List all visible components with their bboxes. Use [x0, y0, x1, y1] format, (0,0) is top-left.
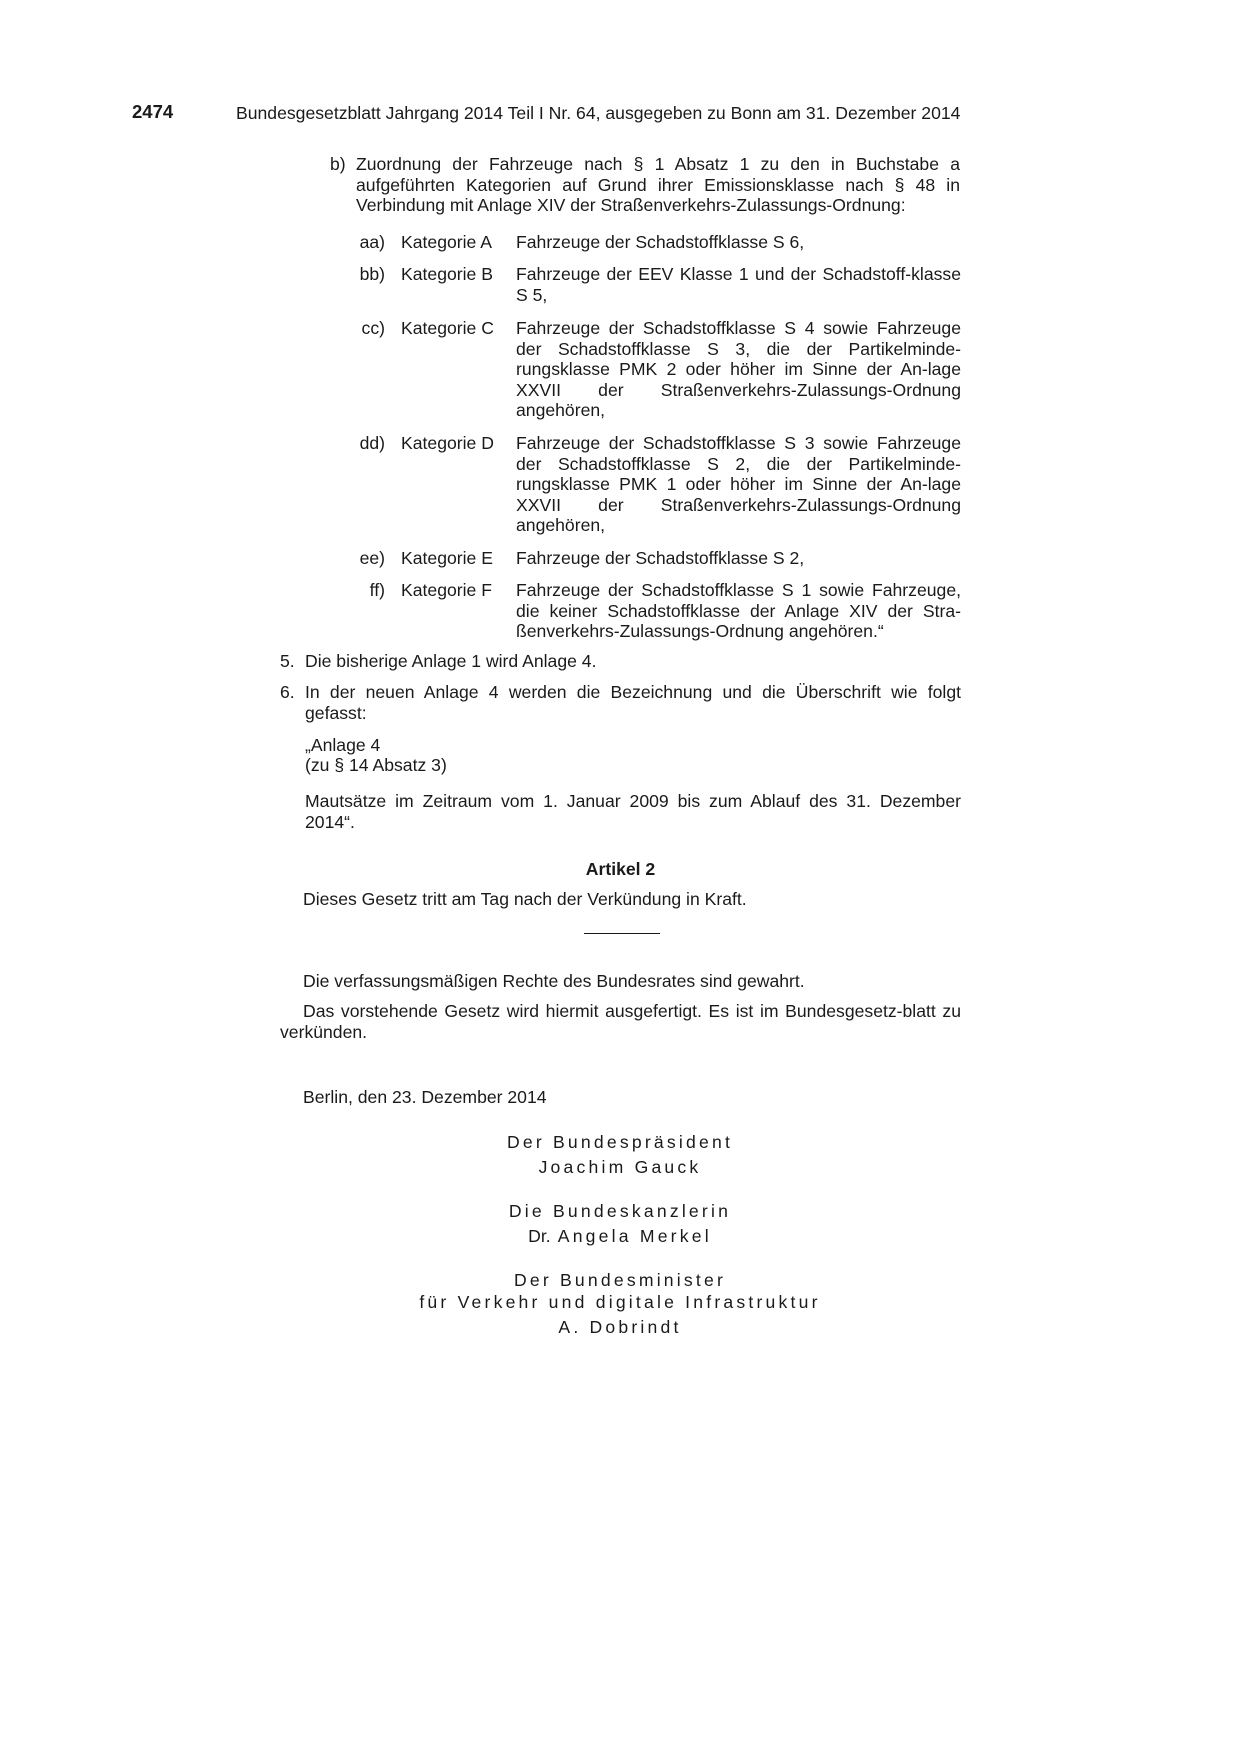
minister-portfolio: für Verkehr und digitale Infrastruktur [419, 1292, 821, 1312]
category-text: Fahrzeuge der Schadstoffklasse S 1 sowie Fahrzeuge, die keiner Schadstoffklasse der Anlage XIV der Stra-ßenverkehrs-Zulassungs-Ordnung angehören.“ [516, 580, 961, 641]
category-label: aa) [359, 232, 385, 252]
category-label: dd) [359, 433, 385, 453]
category-text: Fahrzeuge der Schadstoffklasse S 2, [516, 548, 805, 568]
item-6-label: 6. [280, 682, 295, 702]
category-label: cc) [361, 318, 385, 338]
chancellor-prefix: Dr. [528, 1226, 551, 1246]
item-5-label: 5. [280, 651, 295, 671]
quote-heading: Mautsätze im Zeitraum vom 1. Januar 2009 bis zum Ablauf des 31. Dezember 2014“. [305, 791, 961, 832]
page-number: 2474 [132, 101, 174, 122]
promulgation-statement: Das vorstehende Gesetz wird hiermit ausgefertigt. Es ist im Bundesgesetz-blatt zu verkünden. [280, 1001, 961, 1042]
place-date: Berlin, den 23. Dezember 2014 [303, 1087, 547, 1107]
president-title: Der Bundespräsident [506, 1132, 734, 1152]
category-label: bb) [359, 264, 385, 284]
category-label: ff) [369, 580, 385, 600]
category-name: Kategorie E [401, 548, 493, 568]
chancellor-title: Die Bundeskanzlerin [508, 1201, 732, 1221]
category-text: Fahrzeuge der Schadstoffklasse S 3 sowie Fahrzeuge der Schadstoffklasse S 2, die der Partikelminde-rungsklasse PMK 1 oder höher im Sinne der An-lage XXVII der Straßenverkehrs-Zulassungs-Ordnung angehören, [516, 433, 961, 535]
rights-statement: Die verfassungsmäßigen Rechte des Bundesrates sind gewahrt. [303, 971, 805, 991]
category-name: Kategorie D [401, 433, 494, 453]
category-name: Kategorie F [401, 580, 492, 600]
quote-anlage: „Anlage 4 [305, 735, 381, 755]
chancellor-name: Angela Merkel [557, 1226, 712, 1246]
quote-reference: (zu § 14 Absatz 3) [305, 755, 447, 775]
running-title: Bundesgesetzblatt Jahrgang 2014 Teil I Nr. 64, ausgegeben zu Bonn am 31. Dezember 2014 [236, 103, 961, 123]
separator-rule [584, 933, 660, 934]
minister-title: Der Bundesminister [513, 1270, 727, 1290]
article-text: Dieses Gesetz tritt am Tag nach der Verkündung in Kraft. [303, 889, 747, 909]
item-6-text: In der neuen Anlage 4 werden die Bezeichnung und die Überschrift wie folgt gefasst: [305, 682, 961, 723]
president-name: Joachim Gauck [538, 1157, 702, 1177]
category-text: Fahrzeuge der Schadstoffklasse S 4 sowie Fahrzeuge der Schadstoffklasse S 3, die der Partikelminde-rungsklasse PMK 2 oder höher im Sinne der An-lage XXVII der Straßenverkehrs-Zulassungs-Ordnung angehören, [516, 318, 961, 420]
category-name: Kategorie B [401, 264, 493, 284]
item-5-text: Die bisherige Anlage 1 wird Anlage 4. [305, 651, 597, 671]
category-name: Kategorie A [401, 232, 492, 252]
article-title: Artikel 2 [585, 859, 656, 879]
category-text: Fahrzeuge der EEV Klasse 1 und der Schadstoff-klasse S 5, [516, 264, 961, 305]
category-name: Kategorie C [401, 318, 494, 338]
category-text: Fahrzeuge der Schadstoffklasse S 6, [516, 232, 805, 252]
item-b-text: Zuordnung der Fahrzeuge nach § 1 Absatz 1 zu den in Buchstabe a aufgeführten Kategorien auf Grund ihrer Emissionsklasse nach § 48 in Verbindung mit Anlage XIV der Straßenverkehrs-Zulassungs-Ordnung: [356, 154, 960, 215]
category-label: ee) [359, 548, 385, 568]
chancellor-signature [380, 1226, 860, 1247]
minister-name: A. Dobrindt [558, 1317, 682, 1337]
item-b-label: b) [330, 154, 346, 174]
